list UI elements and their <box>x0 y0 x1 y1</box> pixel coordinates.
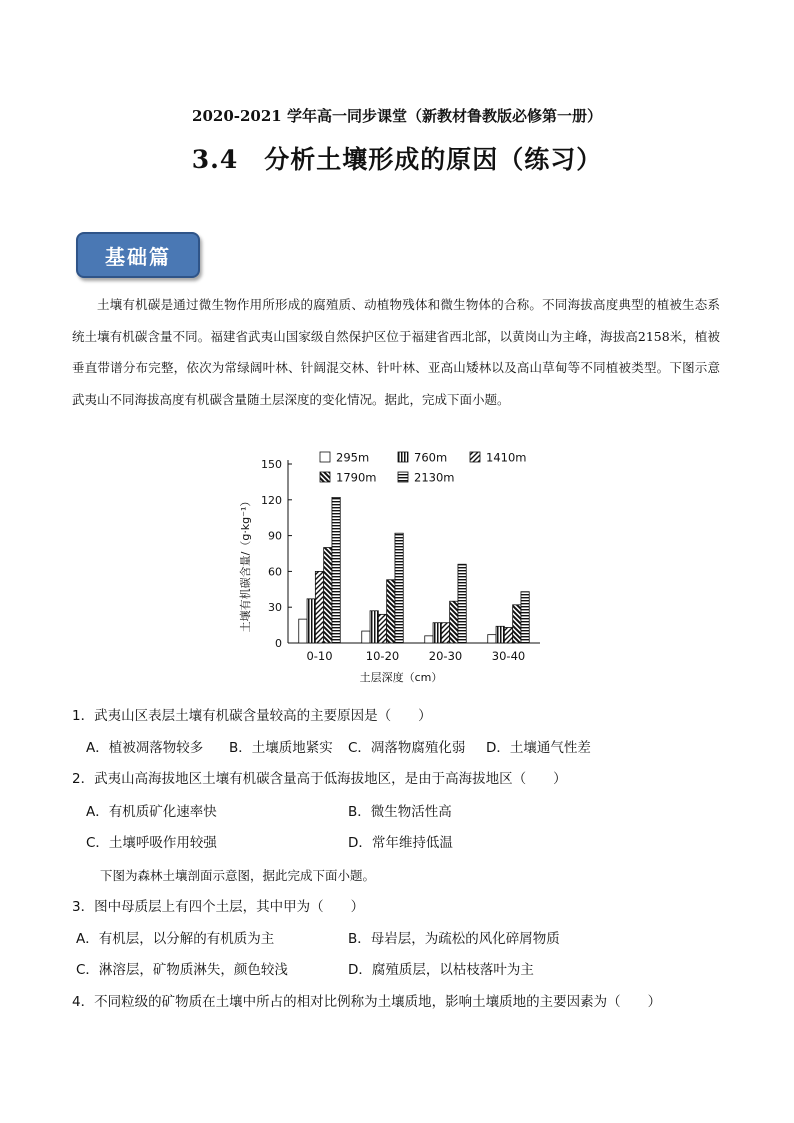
x-axis-label: 土层深度（cm） <box>359 671 443 684</box>
bar-1790m-10-20 <box>387 580 395 643</box>
intro-paragraph: 土壤有机碳是通过微生物作用所形成的腐殖质、动植物残体和微生物体的合称。不同海拔高度典型的植被生态系统土壤有机碳含量不同。福建省武夷山国家级自然保护区位于福建省西北部，以黄岗山为主峰，海拔高2158米，植被垂直带谱分布完整，依次为常绿阔叶林、针阔混交林、针叶林、亚高山矮林以及高山草甸等不同植被类型。下图示意武夷山不同海拔高度有机碳含量随土层深度的变化情况。据此，完成下面小题。 <box>72 297 720 407</box>
bar-1790m-20-30 <box>450 601 458 643</box>
bar-760m-20-30 <box>433 623 441 643</box>
document-subtitle: 2020-2021 学年高一同步课堂（新教材鲁教版必修第一册） <box>192 107 602 125</box>
legend-swatch <box>398 452 408 462</box>
bar-1410m-20-30 <box>441 623 449 643</box>
legend-swatch <box>470 452 480 462</box>
y-tick-label: 150 <box>261 458 282 471</box>
legend-label: 2130m <box>414 470 455 485</box>
bar-760m-0-10 <box>307 599 315 643</box>
question-3-option-d: D．腐殖质层，以枯枝落叶为主 <box>348 962 534 978</box>
question-1-stem: 1．武夷山区表层土壤有机碳含量较高的主要原因是（ ） <box>72 708 432 724</box>
legend-label: 295m <box>336 450 370 465</box>
figure-instruction: 下图为森林土壤剖面示意图，据此完成下面小题。 <box>100 868 376 883</box>
bar-2130m-0-10 <box>332 497 340 643</box>
bar-2130m-20-30 <box>458 564 466 643</box>
legend-label: 760m <box>414 450 448 465</box>
bar-295m-0-10 <box>299 619 307 643</box>
question-2-option-d: D．常年维持低温 <box>348 835 453 851</box>
bar-1790m-30-40 <box>513 605 521 643</box>
bar-2130m-10-20 <box>395 533 403 643</box>
question-2-stem: 2．武夷山高海拔地区土壤有机碳含量高于低海拔地区，是由于高海拔地区（ ） <box>72 771 567 787</box>
y-tick-label: 90 <box>268 529 282 543</box>
question-2-option-b: B．微生物活性高 <box>348 804 452 820</box>
question-3-option-b: B．母岩层，为疏松的风化碎屑物质 <box>348 931 560 947</box>
question-3-option-a: A．有机层，以分解的有机质为主 <box>76 931 275 947</box>
legend-label: 1410m <box>486 450 527 465</box>
question-1-option-a: A．植被凋落物较多 <box>86 740 204 756</box>
y-tick-label: 30 <box>268 601 282 615</box>
x-tick-label: 30-40 <box>491 649 526 663</box>
bar-2130m-30-40 <box>521 592 529 643</box>
bar-295m-10-20 <box>362 631 370 643</box>
legend-swatch <box>320 472 330 482</box>
x-tick-label: 10-20 <box>365 649 400 663</box>
question-2-option-c: C．土壤呼吸作用较强 <box>86 835 217 851</box>
y-axis-label: 土壤有机碳含量/（g·kg⁻¹） <box>239 495 252 633</box>
bar-1410m-0-10 <box>315 571 323 643</box>
bar-295m-20-30 <box>425 636 433 643</box>
question-3-stem: 3．图中母质层上有四个土层，其中甲为（ ） <box>72 899 365 915</box>
y-tick-label: 0 <box>275 637 282 650</box>
question-2-option-a: A．有机质矿化速率快 <box>86 804 217 820</box>
bar-760m-30-40 <box>496 626 504 643</box>
bar-760m-10-20 <box>370 611 378 643</box>
legend-swatch <box>398 472 408 482</box>
legend-swatch <box>320 452 330 462</box>
bar-1790m-0-10 <box>324 548 332 643</box>
chart-legend <box>320 451 526 485</box>
y-tick-label: 120 <box>261 493 282 507</box>
question-4-stem: 4．不同粒级的矿物质在土壤中所占的相对比例称为土壤质地，影响土壤质地的主要因素为（ ） <box>72 994 662 1010</box>
question-1-option-b: B．土壤质地紧实 <box>229 740 333 756</box>
lesson-title: 3.4 分析土壤形成的原因（练习） <box>191 145 603 174</box>
question-3-option-c: C．淋溶层，矿物质淋失，颜色较浅 <box>76 962 288 978</box>
x-tick-label: 20-30 <box>428 649 463 663</box>
section-badge: 基础篇 <box>76 232 200 278</box>
question-1-option-d: D．土壤通气性差 <box>486 740 591 756</box>
x-tick-label: 0-10 <box>306 649 333 663</box>
bar-295m-30-40 <box>488 635 496 643</box>
bar-1410m-30-40 <box>504 627 512 643</box>
chart-bars <box>299 497 530 663</box>
legend-label: 1790m <box>336 470 377 485</box>
y-tick-label: 60 <box>268 565 282 579</box>
bar-1410m-10-20 <box>378 614 386 643</box>
organic-carbon-bar-chart <box>236 444 546 689</box>
question-1-option-c: C．凋落物腐殖化弱 <box>348 740 466 756</box>
